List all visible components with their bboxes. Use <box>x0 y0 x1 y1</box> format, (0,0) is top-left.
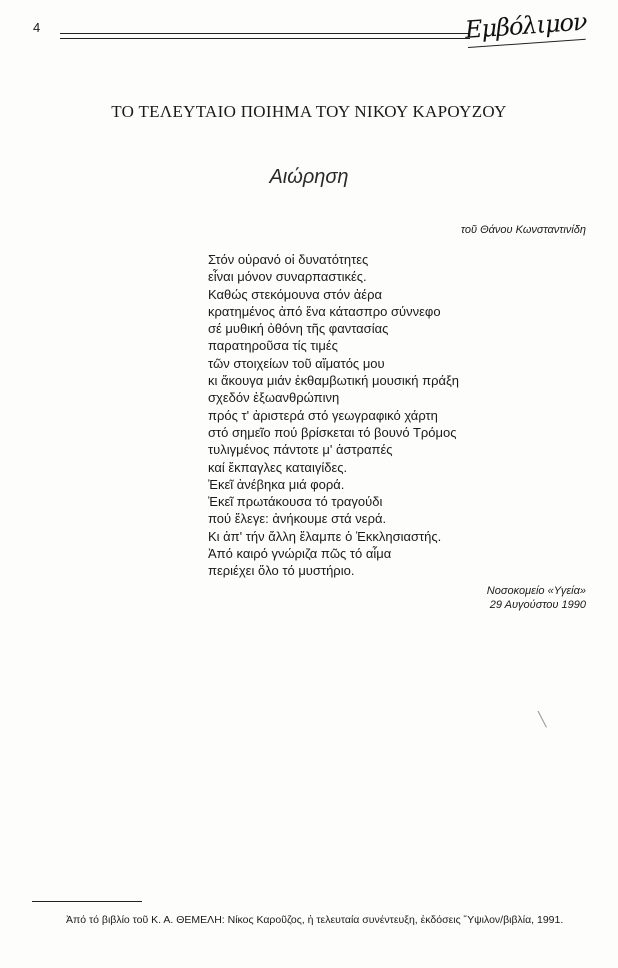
date: 29 Αυγούστου 1990 <box>489 599 586 611</box>
masthead-logo: Εμβόλιμον <box>464 7 588 45</box>
poem-line: τυλιγμένος πάντοτε μ' ἀστραπές <box>208 442 393 458</box>
footnote: Ἀπό τό βιβλίο τοῦ Κ. Α. ΘΕΜΕΛΗ: Νίκος Καροῦζος, ἡ τελευταία συνέντευξη, ἐκδόσεις Ὕψιλον/βιβλία, 1991. <box>66 914 564 926</box>
place-and-date <box>487 584 586 612</box>
poem-line: καί ἔκπαγλες καταιγίδες. <box>208 459 348 475</box>
page-number: 4 <box>33 20 41 35</box>
poem-line: πρός τ' ἀριστερά στό γεωγραφικό χάρτη <box>208 407 438 423</box>
poem-line: Στόν οὐρανό οἱ δυνατότητες <box>208 252 369 267</box>
poem-line: κρατημένος ἀπό ἕνα κάτασπρο σύννεφο <box>208 303 441 319</box>
poem-line: τῶν στοιχείων τοῦ αἵματός μου <box>208 355 385 371</box>
poem-line: σέ μυθική ὀθόνη τῆς φαντασίας <box>208 321 389 337</box>
byline: τοῦ Θάνου Κωνσταντινίδη <box>460 224 586 236</box>
footnote-rule <box>32 901 142 902</box>
scan-mark: ╲ <box>538 712 547 728</box>
poem-line: σχεδόν ἐξωανθρώπινη <box>208 390 340 406</box>
poem-line: Ἀπό καιρό γνώριζα πῶς τό αἷμα <box>208 546 392 562</box>
poem-line: περιέχει ὅλο τό μυστήριο. <box>208 563 355 579</box>
poem-title: Αιώρηση <box>269 166 349 188</box>
poem-line: παρατηροῦσα τίς τιμές <box>208 338 338 354</box>
header-rule-lower <box>60 38 470 39</box>
poem-body <box>208 251 459 580</box>
place: Νοσοκομείο «Υγεία» <box>486 585 586 597</box>
poem-line: κι ἄκουγα μιάν ἐκθαμβωτική μουσική πράξη <box>208 373 460 389</box>
poem-line: Κι ἀπ' τήν ἄλλη ἔλαμπε ὁ Ἐκκλησιαστής. <box>208 528 442 544</box>
poem-line: στό σημεῖο πού βρίσκεται τό βουνό Τρόμος <box>208 424 457 440</box>
poem-line: Ἐκεῖ πρωτάκουσα τό τραγούδι <box>208 494 383 510</box>
poem-line: Ἐκεῖ ἀνέβηκα μιά φορά. <box>208 476 345 492</box>
poem-line: πού ἔλεγε: ἀνήκουμε στά νερά. <box>208 511 387 527</box>
poem-line: εἶναι μόνον συναρπαστικές. <box>208 269 367 285</box>
poem-line: Καθώς στεκόμουνα στόν ἀέρα <box>208 286 382 302</box>
header-rule <box>60 33 470 34</box>
article-heading: ΤΟ ΤΕΛΕΥΤΑΙΟ ΠΟΙΗΜΑ ΤΟΥ ΝΙΚΟΥ ΚΑΡΟΥΖΟΥ <box>111 102 507 121</box>
